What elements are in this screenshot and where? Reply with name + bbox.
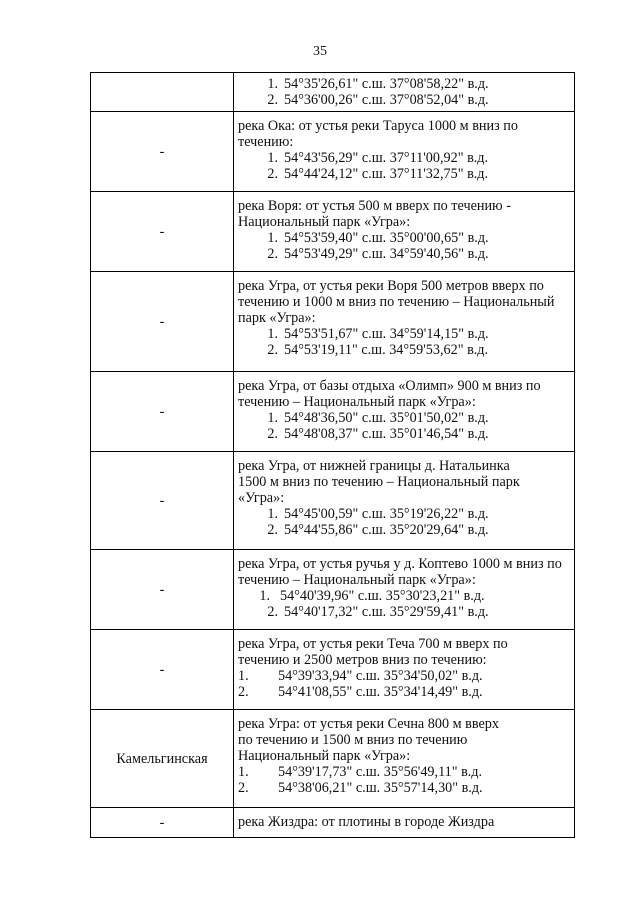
zone-name-cell: Камельгинская <box>91 710 234 808</box>
coordinate-text: 54°48'36,50" с.ш. 35°01'50,02" в.д. <box>284 410 489 426</box>
coordinate-text: 54°40'39,96" с.ш. 35°30'23,21" в.д. <box>280 588 485 604</box>
coordinate-number: 1. <box>267 410 278 426</box>
coordinate-number: 1. <box>259 588 270 604</box>
zone-name-cell: - <box>91 272 234 372</box>
coordinate-number: 1. <box>267 76 278 92</box>
zone-name-cell: - <box>91 630 234 710</box>
table-row <box>91 372 575 452</box>
section-description: река Угра, от устья реки Воря 500 метров вверх по течению и 1000 м вниз по течению – Национальный парк «Угра»: <box>238 278 555 326</box>
table-row <box>91 112 575 192</box>
coordinate-number: 2. <box>238 780 249 796</box>
table-row <box>91 452 575 550</box>
coordinate-number: 2. <box>267 604 278 620</box>
description-cell <box>234 452 575 550</box>
coordinate-line <box>238 780 570 796</box>
section-description: река Угра, от устья ручья у д. Коптево 1000 м вниз по течению – Национальный парк «Угра»: <box>238 556 562 588</box>
coordinate-line <box>238 150 570 166</box>
table-row <box>91 710 575 808</box>
coordinate-number: 1. <box>267 150 278 166</box>
coordinate-line <box>238 326 570 342</box>
coordinate-number: 2. <box>267 522 278 538</box>
coordinate-line <box>238 684 570 700</box>
section-description: река Воря: от устья 500 м вверх по течению - Национальный парк «Угра»: <box>238 198 511 230</box>
coordinate-number: 2. <box>267 92 278 108</box>
coordinate-text: 54°53'59,40" с.ш. 35°00'00,65" в.д. <box>284 230 489 246</box>
section-description: река Угра, от базы отдыха «Олимп» 900 м вниз по течению – Национальный парк «Угра»: <box>238 378 541 410</box>
coordinate-text: 54°43'56,29" с.ш. 37°11'00,92" в.д. <box>284 150 489 166</box>
coordinate-line <box>238 522 570 538</box>
description-cell <box>234 272 575 372</box>
zone-name-cell: - <box>91 112 234 192</box>
coordinate-number: 1. <box>267 230 278 246</box>
coordinate-line <box>238 506 570 522</box>
coordinate-line <box>238 342 570 358</box>
description-cell <box>234 630 575 710</box>
section-description: река Угра, от устья реки Теча 700 м вверх по течению и 2500 метров вниз по течению: <box>238 636 508 668</box>
description-cell <box>234 112 575 192</box>
coordinate-line <box>238 588 570 604</box>
coordinate-line <box>238 426 570 442</box>
description-cell <box>234 73 575 112</box>
coordinate-text: 54°40'17,32" с.ш. 35°29'59,41" в.д. <box>284 604 489 620</box>
table-row <box>91 630 575 710</box>
coordinate-line <box>238 764 570 780</box>
table-row <box>91 73 575 112</box>
coordinate-line <box>238 668 570 684</box>
coordinate-number: 1. <box>238 764 249 780</box>
coordinate-line <box>238 246 570 262</box>
coordinate-line <box>238 230 570 246</box>
coordinate-text: 54°53'49,29" с.ш. 34°59'40,56" в.д. <box>284 246 489 262</box>
coordinate-line <box>238 166 570 182</box>
coordinate-number: 2. <box>267 426 278 442</box>
coordinate-text: 54°44'24,12" с.ш. 37°11'32,75" в.д. <box>284 166 489 182</box>
zone-name-cell <box>91 73 234 112</box>
description-cell <box>234 192 575 272</box>
coordinate-text: 54°41'08,55" с.ш. 35°34'14,49" в.д. <box>278 684 483 700</box>
coordinate-text: 54°53'51,67" с.ш. 34°59'14,15" в.д. <box>284 326 489 342</box>
section-description: река Жиздра: от плотины в городе Жиздра <box>238 814 495 830</box>
coordinate-number: 1. <box>267 326 278 342</box>
coordinate-number: 2. <box>238 684 249 700</box>
section-description: река Угра: от устья реки Сечна 800 м вверх по течению и 1500 м вниз по течению Национальный парк «Угра»: <box>238 716 499 764</box>
coordinate-line <box>238 76 570 92</box>
coordinate-text: 54°48'08,37" с.ш. 35°01'46,54" в.д. <box>284 426 489 442</box>
coordinate-text: 54°39'17,73" с.ш. 35°56'49,11" в.д. <box>278 764 483 780</box>
section-description: река Угра, от нижней границы д. Натальинка 1500 м вниз по течению – Национальный парк «Угра»: <box>238 458 520 506</box>
coordinate-number: 1. <box>238 668 249 684</box>
table-row <box>91 272 575 372</box>
zone-name-cell: - <box>91 808 234 838</box>
zone-name-cell: - <box>91 550 234 630</box>
coordinate-text: 54°53'19,11" с.ш. 34°59'53,62" в.д. <box>284 342 489 358</box>
description-cell <box>234 808 575 838</box>
description-cell <box>234 550 575 630</box>
coordinate-number: 2. <box>267 342 278 358</box>
coordinate-text: 54°38'06,21" с.ш. 35°57'14,30" в.д. <box>278 780 483 796</box>
table-row <box>91 550 575 630</box>
coordinate-number: 2. <box>267 166 278 182</box>
table-row <box>91 192 575 272</box>
zones-table <box>90 72 575 838</box>
coordinate-number: 1. <box>267 506 278 522</box>
description-cell <box>234 372 575 452</box>
table-row <box>91 808 575 838</box>
zone-name-cell: - <box>91 372 234 452</box>
coordinate-text: 54°39'33,94" с.ш. 35°34'50,02" в.д. <box>278 668 483 684</box>
zone-name-cell: - <box>91 192 234 272</box>
zone-name-cell: - <box>91 452 234 550</box>
coordinate-number: 2. <box>267 246 278 262</box>
coordinate-line <box>238 92 570 108</box>
coordinate-text: 54°45'00,59" с.ш. 35°19'26,22" в.д. <box>284 506 489 522</box>
coordinate-text: 54°44'55,86" с.ш. 35°20'29,64" в.д. <box>284 522 489 538</box>
coordinate-line <box>238 604 570 620</box>
description-cell <box>234 710 575 808</box>
coordinate-line <box>238 410 570 426</box>
page-number: 35 <box>313 44 327 59</box>
section-description: река Ока: от устья реки Таруса 1000 м вниз по течению: <box>238 118 518 150</box>
coordinate-text: 54°35'26,61" с.ш. 37°08'58,22" в.д. <box>284 76 489 92</box>
coordinate-text: 54°36'00,26" с.ш. 37°08'52,04" в.д. <box>284 92 489 108</box>
